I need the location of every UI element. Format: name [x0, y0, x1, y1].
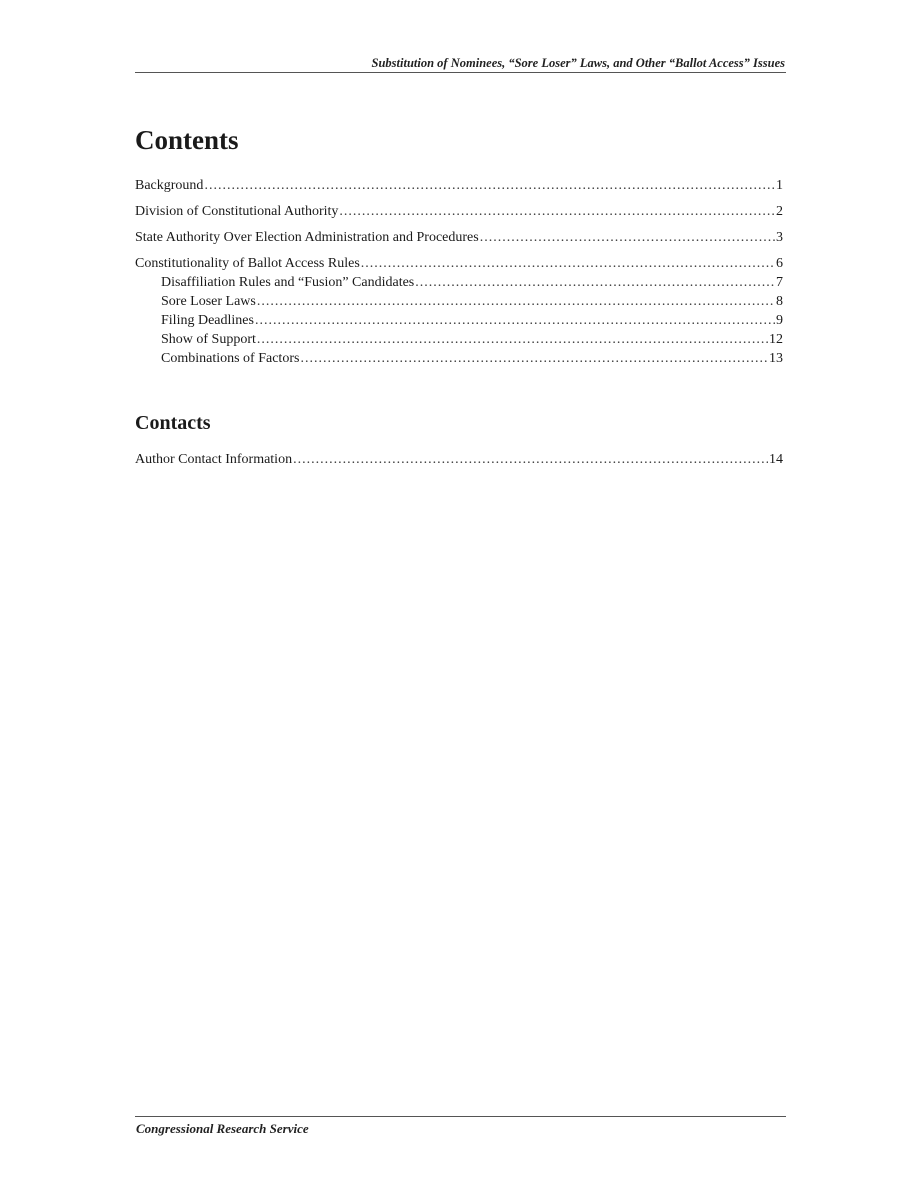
- toc-entry-label: Combinations of Factors: [161, 351, 300, 366]
- toc-entry-label: Disaffiliation Rules and “Fusion” Candidates: [161, 275, 415, 290]
- header-rule: [135, 72, 786, 73]
- contacts-list: [135, 450, 783, 469]
- dot-leader: [480, 228, 775, 247]
- toc-entry-page: 2: [776, 204, 783, 219]
- dot-leader: [257, 330, 768, 349]
- toc-entry-page: 13: [769, 351, 783, 366]
- contacts-title: Contacts: [135, 412, 211, 434]
- toc-entry-disaffiliation-rules[interactable]: [135, 273, 783, 292]
- dot-leader: [415, 273, 775, 292]
- toc-entry-state-authority[interactable]: [135, 228, 783, 247]
- toc-entry-label: Show of Support: [161, 332, 256, 347]
- toc-entry-sore-loser-laws[interactable]: [135, 292, 783, 311]
- running-header: Substitution of Nominees, “Sore Loser” Laws, and Other “Ballot Access” Issues: [371, 56, 785, 70]
- toc-entry-page: 6: [776, 256, 783, 271]
- footer-rule: [135, 1116, 786, 1117]
- dot-leader: [300, 349, 768, 368]
- toc-entry-label: Division of Constitutional Authority: [135, 204, 339, 219]
- dot-leader: [339, 202, 775, 221]
- toc-entry-label: Filing Deadlines: [161, 313, 254, 328]
- toc-entry-combinations-of-factors[interactable]: [135, 349, 783, 368]
- toc-entry-page: 9: [776, 313, 783, 328]
- toc-entry-constitutionality[interactable]: [135, 254, 783, 273]
- toc-entry-filing-deadlines[interactable]: [135, 311, 783, 330]
- footer-text: Congressional Research Service: [136, 1121, 309, 1136]
- dot-leader: [257, 292, 775, 311]
- dot-leader: [255, 311, 775, 330]
- toc-entry-label: Constitutionality of Ballot Access Rules: [135, 256, 360, 271]
- toc-entry-label: Author Contact Information: [135, 452, 293, 467]
- toc-entry-page: 8: [776, 294, 783, 309]
- toc-entry-page: 14: [769, 452, 783, 467]
- toc-entry-show-of-support[interactable]: [135, 330, 783, 349]
- toc-entry-page: 7: [776, 275, 783, 290]
- toc-entry-label: Background: [135, 178, 204, 193]
- contents-title: Contents: [135, 125, 239, 155]
- toc-entry-page: 1: [776, 178, 783, 193]
- toc-entry-background[interactable]: [135, 176, 783, 195]
- dot-leader: [293, 450, 768, 469]
- toc-entry-page: 3: [776, 230, 783, 245]
- toc-entry-label: State Authority Over Election Administration and Procedures: [135, 230, 479, 245]
- dot-leader: [204, 176, 775, 195]
- toc-entry-author-contact-information[interactable]: [135, 450, 783, 469]
- toc-entry-page: 12: [769, 332, 783, 347]
- toc-entry-label: Sore Loser Laws: [161, 294, 256, 309]
- toc-entry-division-of-constitutional-authority[interactable]: [135, 202, 783, 221]
- toc-list: [135, 176, 783, 368]
- dot-leader: [361, 254, 775, 273]
